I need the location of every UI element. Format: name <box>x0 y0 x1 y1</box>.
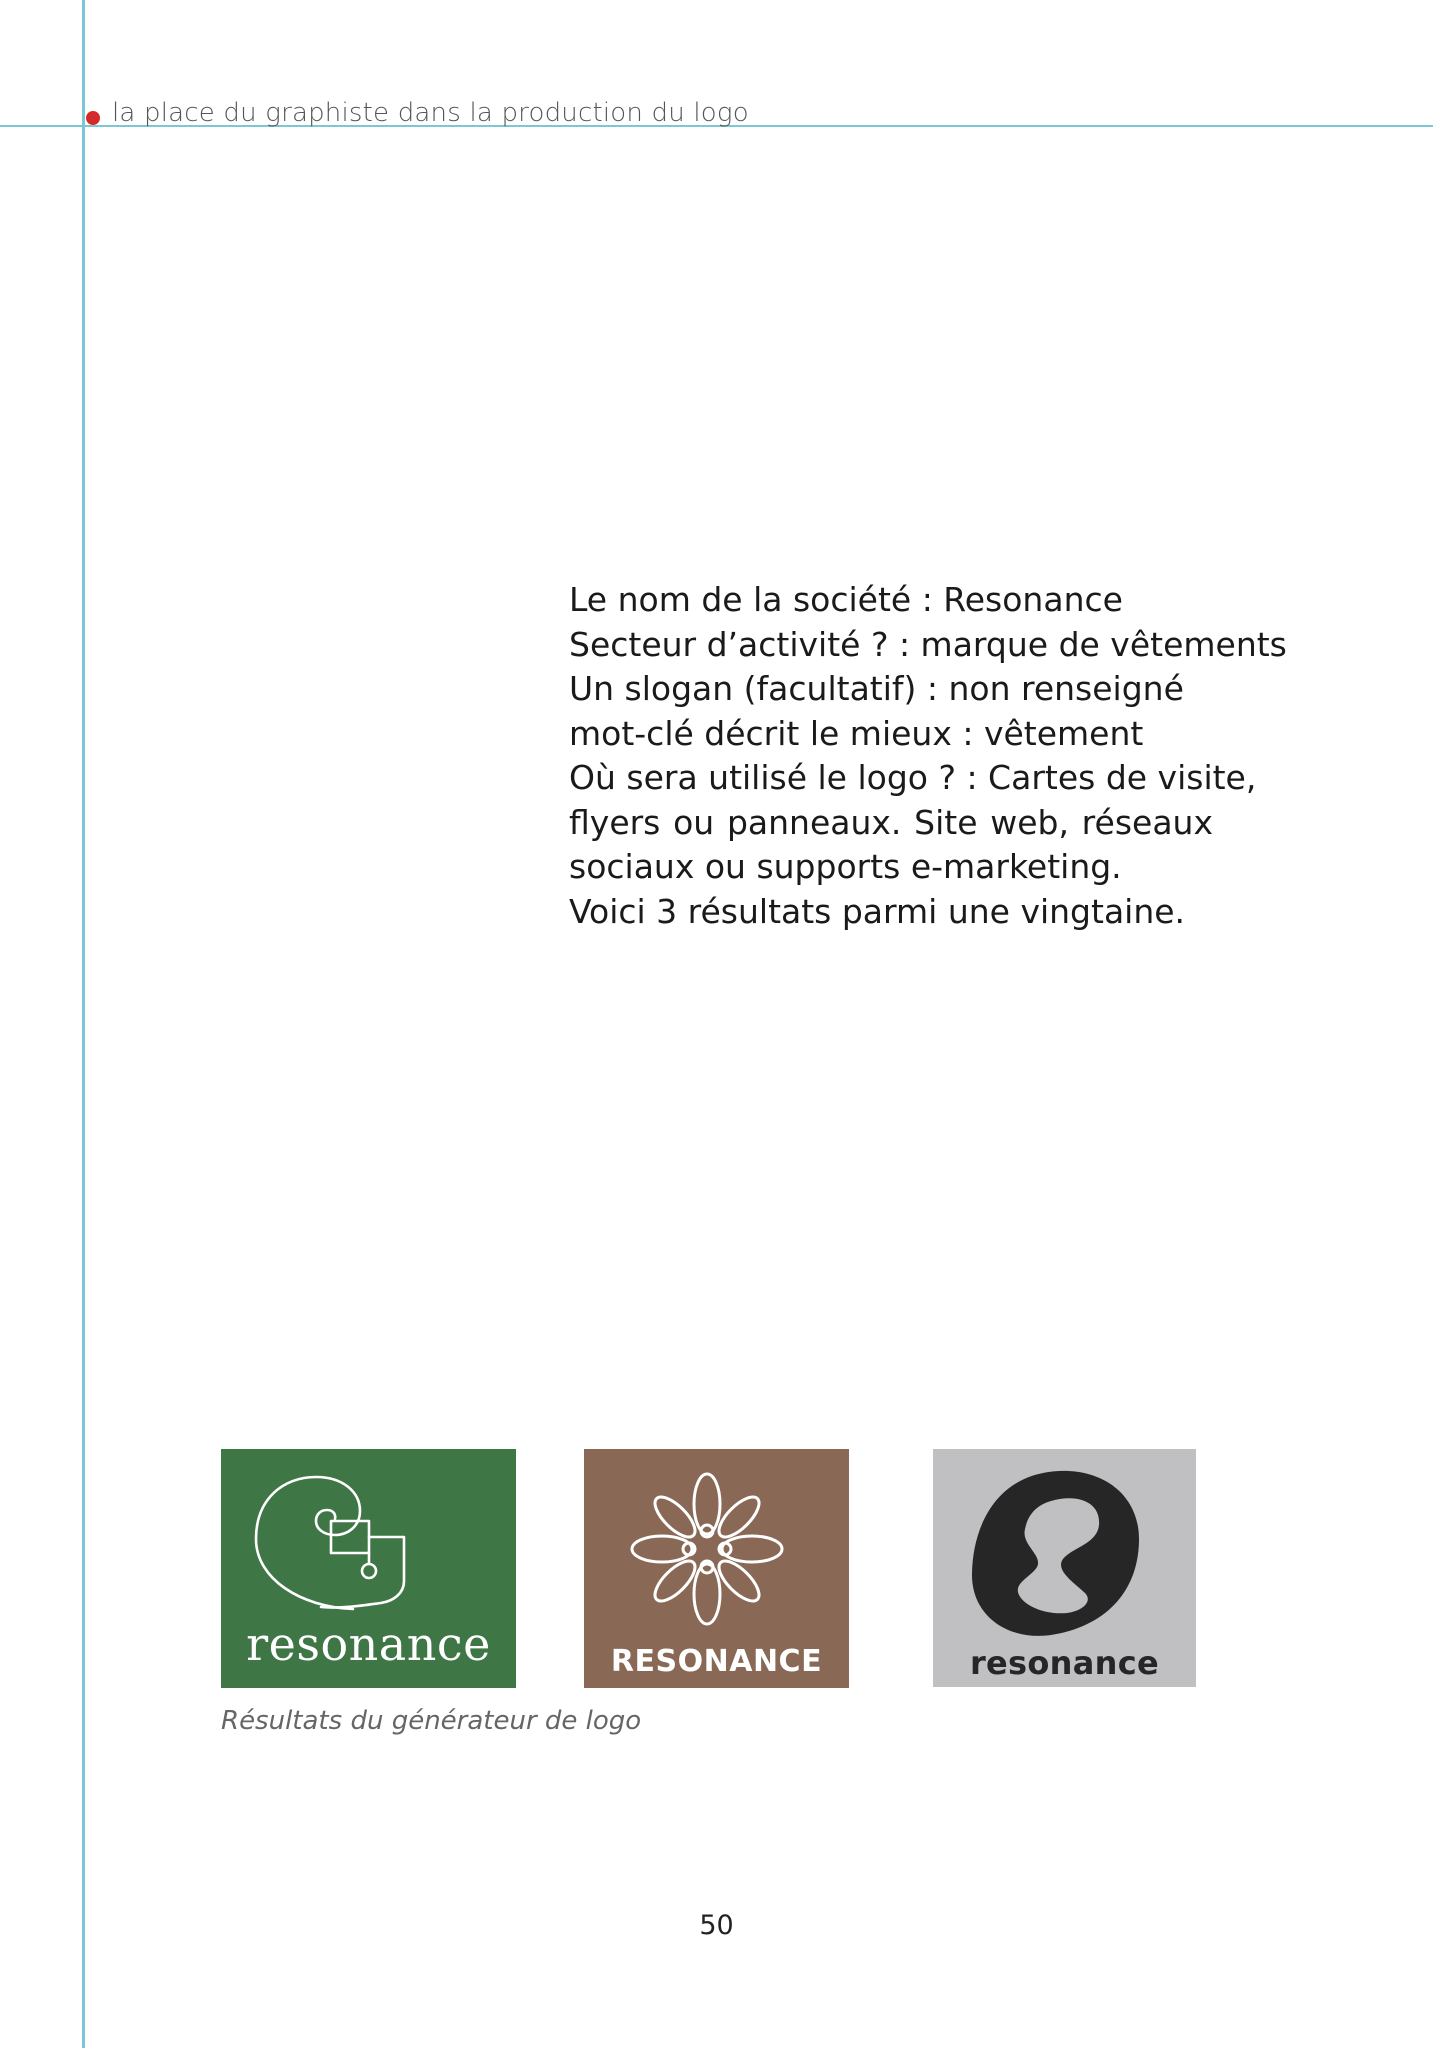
logo-result-green <box>221 1449 516 1688</box>
margin-rule-vertical <box>82 0 85 2048</box>
logo-wordmark: resonance <box>969 1644 1160 1682</box>
brief-line: Voici 3 résultats parmi une vingtaine. <box>569 891 1186 931</box>
running-header: la place du graphiste dans la production du logo <box>112 98 749 128</box>
brief-line: Où sera utilisé le logo ? : Cartes de visite, <box>569 758 1257 797</box>
brief-line: sociaux ou supports e-marketing. <box>569 847 1122 886</box>
brief-line: Secteur d’activité ? : marque de vêtements <box>569 624 1287 664</box>
brief-line: flyers ou panneaux. Site web, réseaux <box>569 802 1213 842</box>
logo-result-grey <box>933 1449 1196 1687</box>
logo-brief-text <box>569 578 1287 934</box>
brief-line: mot-clé décrit le mieux : vêtement <box>569 713 1144 753</box>
header-bullet-icon <box>86 111 100 125</box>
logo-wordmark: RESONANCE <box>610 1644 823 1679</box>
brief-line: Le nom de la société : Resonance <box>569 580 1123 619</box>
logo-result-brown <box>584 1449 849 1688</box>
figure-caption: Résultats du générateur de logo <box>221 1706 642 1736</box>
brief-line: Un slogan (facultatif) : non renseigné <box>569 669 1184 708</box>
page-number: 50 <box>699 1910 734 1941</box>
logo-wordmark: resonance <box>246 1617 491 1671</box>
